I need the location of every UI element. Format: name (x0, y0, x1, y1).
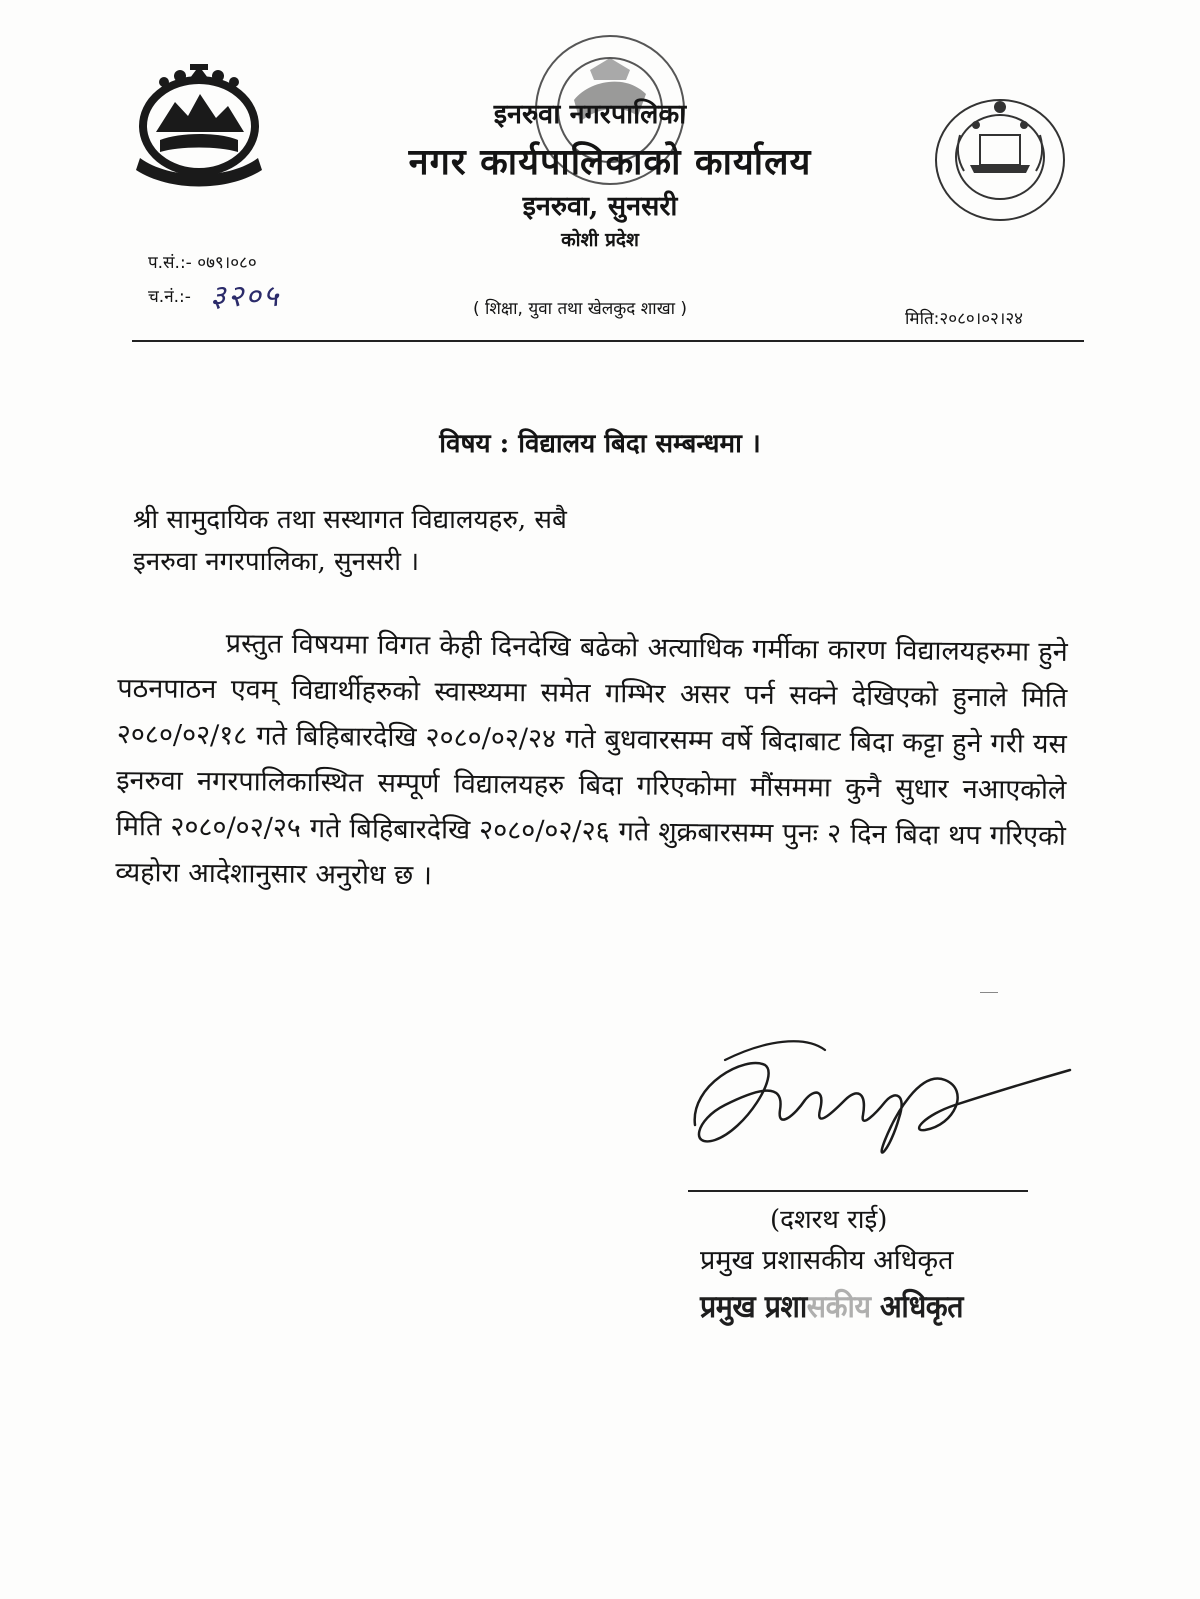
branch-name: ( शिक्षा, युवा तथा खेलकुद शाखा ) (472, 299, 688, 319)
nepal-emblem-icon (120, 62, 278, 194)
designation-stamp (700, 1285, 963, 1327)
municipality-name: इनरुवा नगरपालिका (493, 99, 687, 130)
signature-line (688, 1190, 1028, 1192)
letter-date: मिति:२०८०।०२।२४ (905, 309, 1023, 329)
ps-reference (148, 250, 257, 273)
divider-mark (980, 992, 998, 993)
inaruwa-logo-icon (930, 95, 1070, 225)
province-name: कोशी प्रदेश (561, 229, 639, 251)
cn-label: च.नं.:- (148, 287, 191, 307)
office-name: नगर कार्यपालिकाको कार्यालय (408, 141, 812, 183)
office-location: इनरुवा, सुनसरी (522, 191, 678, 222)
stamp-part-1: प्रमुख प्रशा (700, 1289, 807, 1325)
signatory-name: (दशरथ राई) (770, 1205, 888, 1235)
addressee-line-1: श्री सामुदायिक तथा सस्थागत विद्यालयहरु, सबै (133, 505, 567, 535)
stamp-part-2: सकीय (806, 1289, 871, 1325)
ps-value: ०७९।०८० (197, 253, 257, 273)
letter-subject: विषय : विद्यालय बिदा सम्बन्धमा । (439, 429, 761, 459)
cn-value-handwritten: ३२०५ (210, 279, 281, 314)
letter-body-paragraph: प्रस्तुत विषयमा विगत केही दिनदेखि बढेको अत्याधिक गर्मीका कारण विद्यालयहरुमा हुने पठनपाठन एवम् विद्यार्थीहरुको स्वास्थ्यमा समेत गम्भिर असर पर्न सक्ने देखिएको हुनाले मिति २०८०/०२/१८ गते बिहिबारदेखि २०८०/०२/२४ गते बुधवारसम्म वर्षे बिदाबाट बिदा कट्टा हुने गरी यस इनरुवा नगरपालिकास्थित सम्पूर्ण विद्यालयहरु बिदा गरिएकोमा मौंसममा कुनै सुधार नआएकोले मिति २०८०/०२/२५ गते बिहिबारदेखि २०८०/०२/२६ गते शुक्रबारसम्म पुनः २ दिन बिदा थप गरिएको व्यहोरा आदेशानुसार अनुरोध छ । (115, 628, 1068, 892)
stamp-part-3: अधिकृत (880, 1289, 964, 1325)
addressee-line-2: इनरुवा नगरपालिका, सुनसरी । (133, 547, 420, 577)
signatory-title: प्रमुख प्रशासकीय अधिकृत (700, 1245, 954, 1276)
header-divider (132, 340, 1084, 342)
signature-icon (685, 1030, 1075, 1170)
ps-label: प.सं.:- (148, 253, 192, 273)
